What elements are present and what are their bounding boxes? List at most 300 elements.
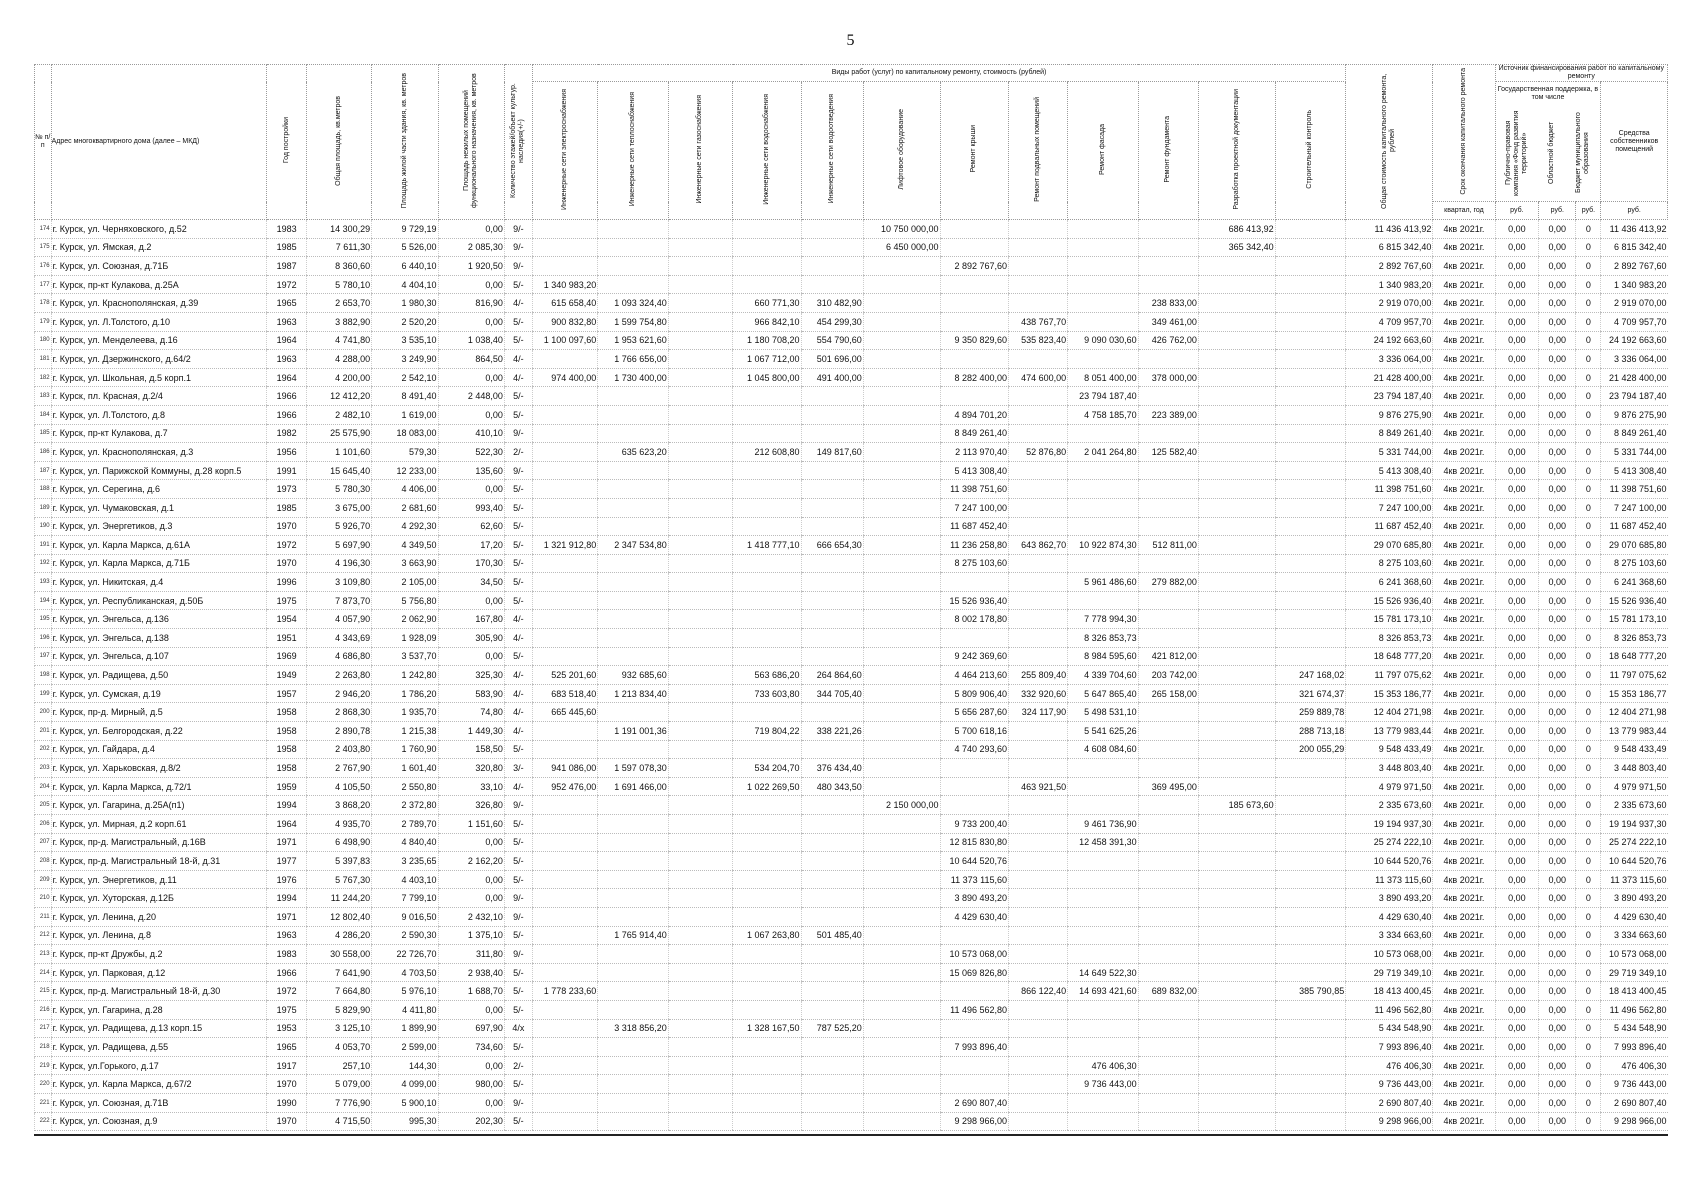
cell-floors: 4/- <box>504 777 532 796</box>
cell-basement <box>1009 629 1068 648</box>
cell-total: 2 919 070,00 <box>1346 294 1433 313</box>
page-number: 5 <box>846 32 855 49</box>
cell-roof: 4 464 213,60 <box>940 666 1008 685</box>
cell-living: 1 215,38 <box>372 722 438 741</box>
cell-addr: г. Курск, ул. Краснополянская, д.3 <box>51 443 267 462</box>
cell-sewer <box>801 1000 863 1019</box>
header-address: Адрес многоквартирного дома (далее – МКД) <box>51 65 267 220</box>
cell-addr: г. Курск, ул. Школьная, д.5 корп.1 <box>51 368 267 387</box>
unit-quarter: квартал, год <box>1433 202 1495 220</box>
cell-n: 184 <box>35 405 52 424</box>
cell-floors: 4/- <box>504 684 532 703</box>
header-works-group: Виды работ (услуг) по капитальному ремонту, стоимость (рублей) <box>532 65 1345 82</box>
cell-year: 1953 <box>267 1019 306 1038</box>
cell-n: 174 <box>35 220 52 239</box>
cell-municipal: 0 <box>1576 1056 1601 1075</box>
cell-gas <box>668 963 732 982</box>
cell-regional: 0,00 <box>1539 796 1576 815</box>
header-owners: Средства собственников помещений <box>1601 82 1668 202</box>
cell-foundation <box>1138 926 1198 945</box>
cell-basement: 866 122,40 <box>1009 982 1068 1001</box>
cell-total-area: 2 403,80 <box>306 740 371 759</box>
cell-design <box>1198 312 1275 331</box>
cell-regional: 0,00 <box>1539 926 1576 945</box>
cell-roof <box>940 220 1008 239</box>
header-living-area: Площадь жилой части здания, кв. метров <box>400 72 408 209</box>
cell-foundation <box>1138 963 1198 982</box>
table-row <box>35 889 1668 908</box>
cell-sewer: 501 485,40 <box>801 926 863 945</box>
cell-year: 1959 <box>267 777 306 796</box>
cell-floors: 5/- <box>504 498 532 517</box>
cell-fund: 0,00 <box>1495 703 1539 722</box>
cell-fund: 0,00 <box>1495 573 1539 592</box>
cell-basement <box>1009 1019 1068 1038</box>
cell-fund: 0,00 <box>1495 554 1539 573</box>
cell-fund: 0,00 <box>1495 666 1539 685</box>
cell-gas <box>668 610 732 629</box>
cell-addr: г. Курск, пр-кт Кулакова, д.25А <box>51 275 267 294</box>
cell-facade: 5 961 486,60 <box>1068 573 1139 592</box>
cell-facade: 476 406,30 <box>1068 1056 1139 1075</box>
cell-design <box>1198 740 1275 759</box>
cell-floors: 9/- <box>504 238 532 257</box>
cell-roof: 4 740 293,60 <box>940 740 1008 759</box>
cell-year: 1977 <box>267 852 306 871</box>
cell-design <box>1198 498 1275 517</box>
cell-control <box>1275 1056 1346 1075</box>
cell-roof <box>940 777 1008 796</box>
cell-design <box>1198 666 1275 685</box>
cell-roof <box>940 982 1008 1001</box>
cell-living: 1 619,00 <box>372 405 438 424</box>
cell-living: 3 535,10 <box>372 331 438 350</box>
cell-addr: г. Курск, ул. Ямская, д.2 <box>51 238 267 257</box>
cell-regional: 0,00 <box>1539 1000 1576 1019</box>
cell-addr: г. Курск, ул.Горького, д.17 <box>51 1056 267 1075</box>
cell-elec <box>532 1112 597 1131</box>
cell-facade: 4 339 704,60 <box>1068 666 1139 685</box>
cell-total: 2 892 767,60 <box>1346 257 1433 276</box>
cell-control <box>1275 387 1346 406</box>
cell-owners: 8 326 853,73 <box>1601 629 1668 648</box>
cell-deadline: 4кв 2021г. <box>1433 926 1495 945</box>
cell-basement <box>1009 275 1068 294</box>
cell-nonliving: 980,00 <box>438 1075 504 1094</box>
cell-living: 4 703,50 <box>372 963 438 982</box>
cell-water <box>733 907 801 926</box>
cell-deadline: 4кв 2021г. <box>1433 1000 1495 1019</box>
cell-gas <box>668 684 732 703</box>
cell-floors: 9/- <box>504 1093 532 1112</box>
cell-sewer <box>801 907 863 926</box>
cell-lift <box>863 982 940 1001</box>
cell-fund: 0,00 <box>1495 480 1539 499</box>
cell-basement <box>1009 387 1068 406</box>
table-row <box>35 796 1668 815</box>
cell-sewer: 338 221,26 <box>801 722 863 741</box>
cell-municipal: 0 <box>1576 852 1601 871</box>
cell-elec <box>532 1056 597 1075</box>
cell-n: 208 <box>35 852 52 871</box>
cell-total: 5 434 548,90 <box>1346 1019 1433 1038</box>
cell-basement <box>1009 573 1068 592</box>
cell-year: 1971 <box>267 907 306 926</box>
cell-heat <box>598 889 669 908</box>
cell-gas <box>668 220 732 239</box>
cell-total: 9 736 443,00 <box>1346 1075 1433 1094</box>
cell-fund: 0,00 <box>1495 945 1539 964</box>
cell-foundation: 689 832,00 <box>1138 982 1198 1001</box>
cell-design <box>1198 424 1275 443</box>
cell-regional: 0,00 <box>1539 387 1576 406</box>
cell-n: 211 <box>35 907 52 926</box>
cell-deadline: 4кв 2021г. <box>1433 536 1495 555</box>
cell-total: 4 709 957,70 <box>1346 312 1433 331</box>
cell-floors: 4/- <box>504 666 532 685</box>
cell-total-area: 2 482,10 <box>306 405 371 424</box>
cell-sewer <box>801 796 863 815</box>
cell-floors: 5/- <box>504 833 532 852</box>
cell-deadline: 4кв 2021г. <box>1433 777 1495 796</box>
cell-owners: 29 070 685,80 <box>1601 536 1668 555</box>
cell-owners: 13 779 983,44 <box>1601 722 1668 741</box>
cell-nonliving: 158,50 <box>438 740 504 759</box>
cell-water <box>733 703 801 722</box>
cell-design <box>1198 610 1275 629</box>
cell-control: 247 168,02 <box>1275 666 1346 685</box>
cell-heat <box>598 480 669 499</box>
cell-lift <box>863 294 940 313</box>
cell-owners: 15 781 173,10 <box>1601 610 1668 629</box>
cell-elec <box>532 220 597 239</box>
cell-floors: 5/- <box>504 982 532 1001</box>
cell-n: 188 <box>35 480 52 499</box>
cell-owners: 4 979 971,50 <box>1601 777 1668 796</box>
cell-total-area: 6 498,90 <box>306 833 371 852</box>
cell-fund: 0,00 <box>1495 722 1539 741</box>
cell-year: 1971 <box>267 833 306 852</box>
cell-heat <box>598 498 669 517</box>
cell-living: 7 799,10 <box>372 889 438 908</box>
table-row <box>35 740 1668 759</box>
cell-foundation <box>1138 629 1198 648</box>
cell-control <box>1275 1000 1346 1019</box>
cell-living: 2 681,60 <box>372 498 438 517</box>
cell-year: 1976 <box>267 870 306 889</box>
cell-foundation <box>1138 424 1198 443</box>
cell-total: 10 644 520,76 <box>1346 852 1433 871</box>
cell-addr: г. Курск, ул. Парижской Коммуны, д.28 корп.5 <box>51 461 267 480</box>
cell-municipal: 0 <box>1576 480 1601 499</box>
cell-roof: 11 687 452,40 <box>940 517 1008 536</box>
cell-facade: 14 649 522,30 <box>1068 963 1139 982</box>
cell-facade <box>1068 1000 1139 1019</box>
cell-regional: 0,00 <box>1539 461 1576 480</box>
cell-deadline: 4кв 2021г. <box>1433 1019 1495 1038</box>
cell-living: 9 729,19 <box>372 220 438 239</box>
cell-facade: 12 458 391,30 <box>1068 833 1139 852</box>
cell-elec: 900 832,80 <box>532 312 597 331</box>
cell-fund: 0,00 <box>1495 833 1539 852</box>
cell-facade <box>1068 591 1139 610</box>
cell-basement <box>1009 815 1068 834</box>
cell-municipal: 0 <box>1576 405 1601 424</box>
cell-gas <box>668 647 732 666</box>
cell-facade: 2 041 264,80 <box>1068 443 1139 462</box>
cell-nonliving: 0,00 <box>438 368 504 387</box>
cell-regional: 0,00 <box>1539 907 1576 926</box>
cell-total: 3 336 064,00 <box>1346 350 1433 369</box>
cell-foundation <box>1138 238 1198 257</box>
table-row <box>35 312 1668 331</box>
cell-n: 175 <box>35 238 52 257</box>
cell-living: 1 935,70 <box>372 703 438 722</box>
cell-facade <box>1068 1093 1139 1112</box>
cell-design <box>1198 647 1275 666</box>
cell-deadline: 4кв 2021г. <box>1433 498 1495 517</box>
cell-total: 4 979 971,50 <box>1346 777 1433 796</box>
cell-lift <box>863 331 940 350</box>
cell-year: 1958 <box>267 722 306 741</box>
cell-roof: 12 815 830,80 <box>940 833 1008 852</box>
cell-year: 1965 <box>267 294 306 313</box>
cell-regional: 0,00 <box>1539 1093 1576 1112</box>
cell-owners: 11 687 452,40 <box>1601 517 1668 536</box>
cell-water <box>733 461 801 480</box>
cell-gas <box>668 1019 732 1038</box>
cell-control <box>1275 554 1346 573</box>
header-fund: Публично-правовая компания «Фонд развития территорий» <box>1505 110 1529 196</box>
cell-municipal: 0 <box>1576 331 1601 350</box>
cell-regional: 0,00 <box>1539 666 1576 685</box>
cell-year: 1972 <box>267 536 306 555</box>
cell-year: 1954 <box>267 610 306 629</box>
cell-foundation <box>1138 1038 1198 1057</box>
cell-foundation <box>1138 1075 1198 1094</box>
cell-total-area: 2 868,30 <box>306 703 371 722</box>
unit-rub-fund: руб. <box>1495 202 1539 220</box>
cell-roof: 11 398 751,60 <box>940 480 1008 499</box>
cell-sewer <box>801 387 863 406</box>
cell-total: 9 548 433,49 <box>1346 740 1433 759</box>
cell-nonliving: 74,80 <box>438 703 504 722</box>
cell-floors: 9/- <box>504 220 532 239</box>
cell-water <box>733 1093 801 1112</box>
cell-year: 1994 <box>267 796 306 815</box>
cell-nonliving: 0,00 <box>438 833 504 852</box>
cell-facade <box>1068 498 1139 517</box>
cell-foundation <box>1138 220 1198 239</box>
cell-basement <box>1009 238 1068 257</box>
cell-basement <box>1009 294 1068 313</box>
cell-heat <box>598 740 669 759</box>
cell-lift <box>863 461 940 480</box>
cell-lift <box>863 498 940 517</box>
cell-water: 966 842,10 <box>733 312 801 331</box>
cell-municipal: 0 <box>1576 1000 1601 1019</box>
cell-municipal: 0 <box>1576 629 1601 648</box>
cell-control <box>1275 591 1346 610</box>
cell-total-area: 2 263,80 <box>306 666 371 685</box>
cell-addr: г. Курск, ул. Ленина, д.8 <box>51 926 267 945</box>
cell-living: 1 242,80 <box>372 666 438 685</box>
header-facade: Ремонт фасада <box>1098 123 1106 175</box>
cell-elec: 1 321 912,80 <box>532 536 597 555</box>
cell-design: 365 342,40 <box>1198 238 1275 257</box>
cell-foundation <box>1138 703 1198 722</box>
cell-total: 7 993 896,40 <box>1346 1038 1433 1057</box>
cell-addr: г. Курск, ул. Дзержинского, д.64/2 <box>51 350 267 369</box>
cell-year: 1966 <box>267 405 306 424</box>
cell-roof: 9 733 200,40 <box>940 815 1008 834</box>
cell-regional: 0,00 <box>1539 275 1576 294</box>
cell-facade <box>1068 926 1139 945</box>
cell-total: 6 241 368,60 <box>1346 573 1433 592</box>
cell-living: 1 601,40 <box>372 759 438 778</box>
cell-living: 2 789,70 <box>372 815 438 834</box>
cell-foundation <box>1138 275 1198 294</box>
cell-foundation <box>1138 833 1198 852</box>
cell-facade <box>1068 796 1139 815</box>
cell-addr: г. Курск, ул. Карла Маркса, д.72/1 <box>51 777 267 796</box>
cell-total-area: 4 343,69 <box>306 629 371 648</box>
cell-living: 1 928,09 <box>372 629 438 648</box>
cell-regional: 0,00 <box>1539 1112 1576 1131</box>
cell-control <box>1275 220 1346 239</box>
cell-fund: 0,00 <box>1495 387 1539 406</box>
cell-living: 4 403,10 <box>372 870 438 889</box>
cell-regional: 0,00 <box>1539 405 1576 424</box>
cell-sewer <box>801 889 863 908</box>
cell-municipal: 0 <box>1576 424 1601 443</box>
cell-basement <box>1009 759 1068 778</box>
cell-floors: 5/- <box>504 926 532 945</box>
cell-gas <box>668 870 732 889</box>
cell-elec <box>532 424 597 443</box>
cell-basement <box>1009 740 1068 759</box>
cell-elec <box>532 722 597 741</box>
cell-water <box>733 238 801 257</box>
cell-heat <box>598 833 669 852</box>
cell-sewer: 666 654,30 <box>801 536 863 555</box>
cell-nonliving: 1 038,40 <box>438 331 504 350</box>
cell-facade <box>1068 480 1139 499</box>
cell-design <box>1198 852 1275 871</box>
cell-roof <box>940 312 1008 331</box>
cell-elec <box>532 740 597 759</box>
cell-nonliving: 2 162,20 <box>438 852 504 871</box>
cell-sewer <box>801 461 863 480</box>
cell-year: 1951 <box>267 629 306 648</box>
cell-gas <box>668 889 732 908</box>
cell-deadline: 4кв 2021г. <box>1433 982 1495 1001</box>
table-row <box>35 815 1668 834</box>
cell-year: 1958 <box>267 740 306 759</box>
cell-owners: 9 736 443,00 <box>1601 1075 1668 1094</box>
cell-gas <box>668 424 732 443</box>
cell-deadline: 4кв 2021г. <box>1433 424 1495 443</box>
cell-addr: г. Курск, ул. Краснополянская, д.39 <box>51 294 267 313</box>
cell-owners: 2 892 767,60 <box>1601 257 1668 276</box>
cell-living: 4 406,00 <box>372 480 438 499</box>
cell-elec: 1 100 097,60 <box>532 331 597 350</box>
cell-total-area: 7 641,90 <box>306 963 371 982</box>
cell-n: 218 <box>35 1038 52 1057</box>
cell-addr: г. Курск, ул. Никитская, д.4 <box>51 573 267 592</box>
cell-heat: 1 691 466,00 <box>598 777 669 796</box>
cell-addr: г. Курск, ул. Харьковская, д.8/2 <box>51 759 267 778</box>
cell-gas <box>668 536 732 555</box>
header-total-cost: Общая стоимость капитального ремонта, рублей <box>1381 72 1397 209</box>
cell-floors: 4/- <box>504 610 532 629</box>
cell-control <box>1275 796 1346 815</box>
cell-roof <box>940 796 1008 815</box>
cell-fund: 0,00 <box>1495 1093 1539 1112</box>
cell-year: 1994 <box>267 889 306 908</box>
cell-deadline: 4кв 2021г. <box>1433 443 1495 462</box>
cell-design <box>1198 554 1275 573</box>
table-row <box>35 945 1668 964</box>
cell-year: 1964 <box>267 815 306 834</box>
cell-control <box>1275 852 1346 871</box>
cell-owners: 11 496 562,80 <box>1601 1000 1668 1019</box>
cell-living: 5 976,10 <box>372 982 438 1001</box>
cell-floors: 9/- <box>504 424 532 443</box>
cell-total-area: 5 697,90 <box>306 536 371 555</box>
cell-deadline: 4кв 2021г. <box>1433 684 1495 703</box>
cell-water: 1 045 800,00 <box>733 368 801 387</box>
cell-lift <box>863 945 940 964</box>
cell-facade: 9 090 030,60 <box>1068 331 1139 350</box>
header-heat: Инженерные сети теплоснабжения <box>629 91 637 207</box>
cell-heat <box>598 275 669 294</box>
cell-design <box>1198 1075 1275 1094</box>
cell-water: 1 418 777,10 <box>733 536 801 555</box>
cell-municipal: 0 <box>1576 647 1601 666</box>
cell-total: 9 876 275,90 <box>1346 405 1433 424</box>
cell-elec <box>532 443 597 462</box>
cell-total: 29 070 685,80 <box>1346 536 1433 555</box>
table-row <box>35 480 1668 499</box>
cell-addr: г. Курск, пл. Красная, д.2/4 <box>51 387 267 406</box>
table-row <box>35 591 1668 610</box>
cell-heat <box>598 647 669 666</box>
cell-sewer: 376 434,40 <box>801 759 863 778</box>
cell-sewer <box>801 610 863 629</box>
table-row <box>35 963 1668 982</box>
cell-year: 1972 <box>267 982 306 1001</box>
cell-control <box>1275 443 1346 462</box>
cell-deadline: 4кв 2021г. <box>1433 647 1495 666</box>
cell-floors: 5/- <box>504 870 532 889</box>
cell-total-area: 3 109,80 <box>306 573 371 592</box>
cell-fund: 0,00 <box>1495 889 1539 908</box>
cell-nonliving: 734,60 <box>438 1038 504 1057</box>
cell-fund: 0,00 <box>1495 926 1539 945</box>
header-municipal: Бюджет муниципального образования <box>1574 112 1590 194</box>
cell-year: 1970 <box>267 517 306 536</box>
cell-facade: 7 778 994,30 <box>1068 610 1139 629</box>
cell-total-area: 4 057,90 <box>306 610 371 629</box>
cell-facade: 8 984 595,60 <box>1068 647 1139 666</box>
cell-water <box>733 833 801 852</box>
cell-lift <box>863 926 940 945</box>
cell-living: 4 840,40 <box>372 833 438 852</box>
cell-deadline: 4кв 2021г. <box>1433 405 1495 424</box>
cell-control <box>1275 647 1346 666</box>
cell-owners: 25 274 222,10 <box>1601 833 1668 852</box>
